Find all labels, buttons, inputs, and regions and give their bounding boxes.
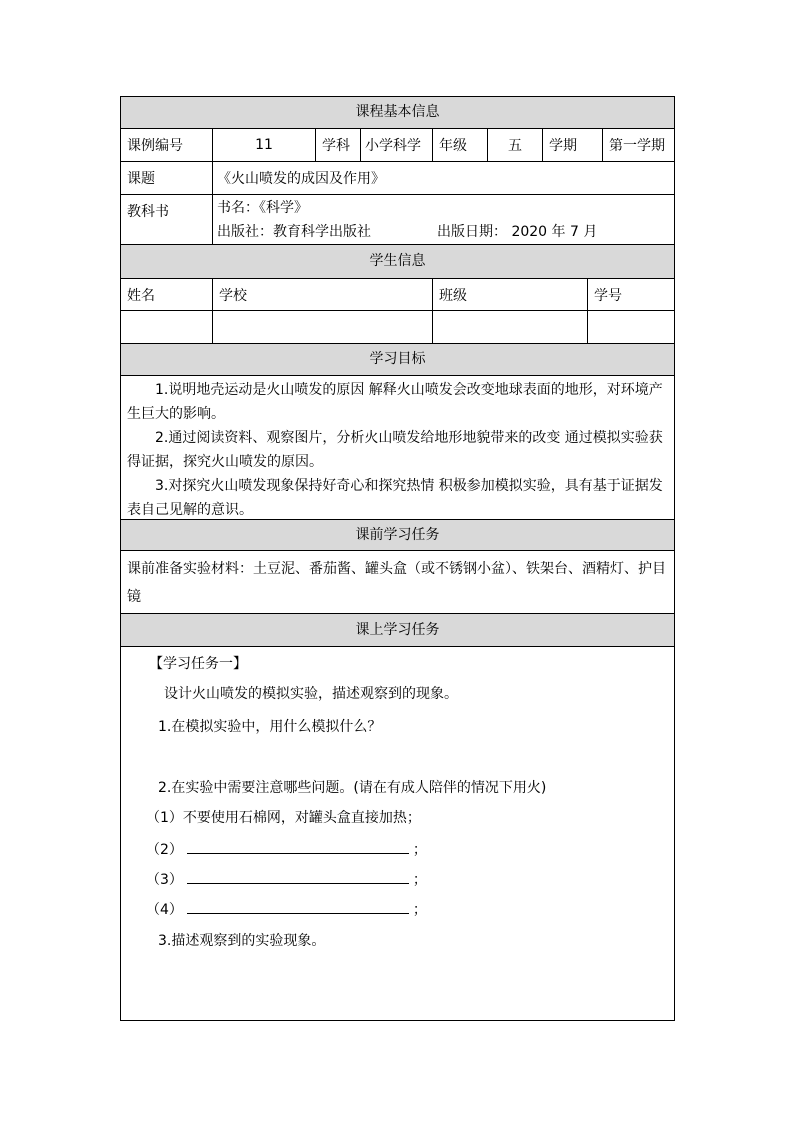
section-title: 课上学习任务 <box>355 622 440 638</box>
class-label: 班级 <box>433 279 588 310</box>
textbook-info <box>213 195 674 244</box>
section-title: 学习目标 <box>369 351 426 367</box>
subject-value: 小学科学 <box>361 129 433 161</box>
section-title: 课程基本信息 <box>355 104 440 120</box>
caution-item-2 <box>146 839 427 859</box>
topic-label: 课题 <box>121 162 213 194</box>
book-name: 书名：《科学》 <box>217 200 308 216</box>
topic-value: 《火山喷发的成因及作用》 <box>217 171 385 187</box>
objective-item: 3.对探究火山喷发现象保持好奇心和探究热情 积极参加模拟实验，具有基于证据发表自己见解的意识。 <box>127 478 663 518</box>
question-2: 2.在实验中需要注意哪些问题。(请在有成人陪伴的情况下用火) <box>158 780 547 796</box>
subject-label: 学科 <box>316 129 361 161</box>
class-field[interactable] <box>433 311 588 343</box>
section-header-student-info <box>121 245 674 279</box>
answer-blank[interactable] <box>187 841 409 854</box>
grade-value: 五 <box>488 129 543 161</box>
item-number: （2） <box>146 842 183 858</box>
textbook-label: 教科书 <box>121 195 213 244</box>
student-values-row <box>121 311 674 344</box>
caution-item-3 <box>146 869 427 889</box>
section-header-class-task <box>121 614 674 647</box>
objective-item: 2.通过阅读资料、观察图片，分析火山喷发给地形地貌带来的改变 通过模拟实验获得证据，探究火山喷发的原因。 <box>127 430 663 470</box>
section-header-pre-task <box>121 520 674 551</box>
class-task-body <box>121 647 674 1020</box>
caution-item-1: （1）不要使用石棉网，对罐头盒直接加热； <box>146 810 421 826</box>
student-id-field[interactable] <box>588 311 674 343</box>
basic-info-row <box>121 129 674 162</box>
publisher: 出版社：教育科学出版社 <box>217 224 371 240</box>
section-title: 学生信息 <box>369 253 426 269</box>
answer-blank[interactable] <box>187 901 409 914</box>
task-intro: 设计火山喷发的模拟实验，描述观察到的现象。 <box>164 686 458 702</box>
item-number: （3） <box>146 872 183 888</box>
section-title: 课前学习任务 <box>355 527 440 543</box>
objectives-body <box>121 376 674 520</box>
section-header-objectives <box>121 344 674 376</box>
name-label: 姓名 <box>121 279 213 310</box>
semicolon: ； <box>412 872 427 888</box>
student-labels-row <box>121 279 674 311</box>
case-no-value: 11 <box>213 129 316 161</box>
objective-item: 1.说明地壳运动是火山喷发的原因 解释火山喷发会改变地球表面的地形，对环境产生巨大的影响。 <box>127 382 663 422</box>
publish-date: 出版日期： 2020 年 7 月 <box>437 224 598 240</box>
semicolon: ； <box>412 902 427 918</box>
item-number: （4） <box>146 902 183 918</box>
section-header-basic-info <box>121 97 674 129</box>
objectives-list <box>127 378 668 522</box>
grade-label: 年级 <box>433 129 488 161</box>
term-value: 第一学期 <box>609 138 665 154</box>
question-3: 3.描述观察到的实验现象。 <box>158 933 326 949</box>
school-label: 学校 <box>213 279 433 310</box>
question-1: 1.在模拟实验中，用什么模拟什么？ <box>158 719 382 735</box>
pre-task-text: 课前准备实验材料：土豆泥、番茄酱、罐头盒（或不锈钢小盆）、铁架台、酒精灯、护目镜 <box>127 561 666 605</box>
term-label: 学期 <box>543 129 603 161</box>
semicolon: ； <box>412 842 427 858</box>
case-no-label: 课例编号 <box>121 129 213 161</box>
answer-blank[interactable] <box>187 871 409 884</box>
caution-item-4 <box>146 899 427 919</box>
name-field[interactable] <box>121 311 213 343</box>
school-field[interactable] <box>213 311 433 343</box>
student-id-label: 学号 <box>594 287 622 304</box>
task-title: 【学习任务一】 <box>149 656 247 672</box>
worksheet-table <box>120 96 675 1021</box>
textbook-row <box>121 195 674 245</box>
pre-task-body <box>121 551 674 614</box>
topic-row <box>121 162 674 195</box>
